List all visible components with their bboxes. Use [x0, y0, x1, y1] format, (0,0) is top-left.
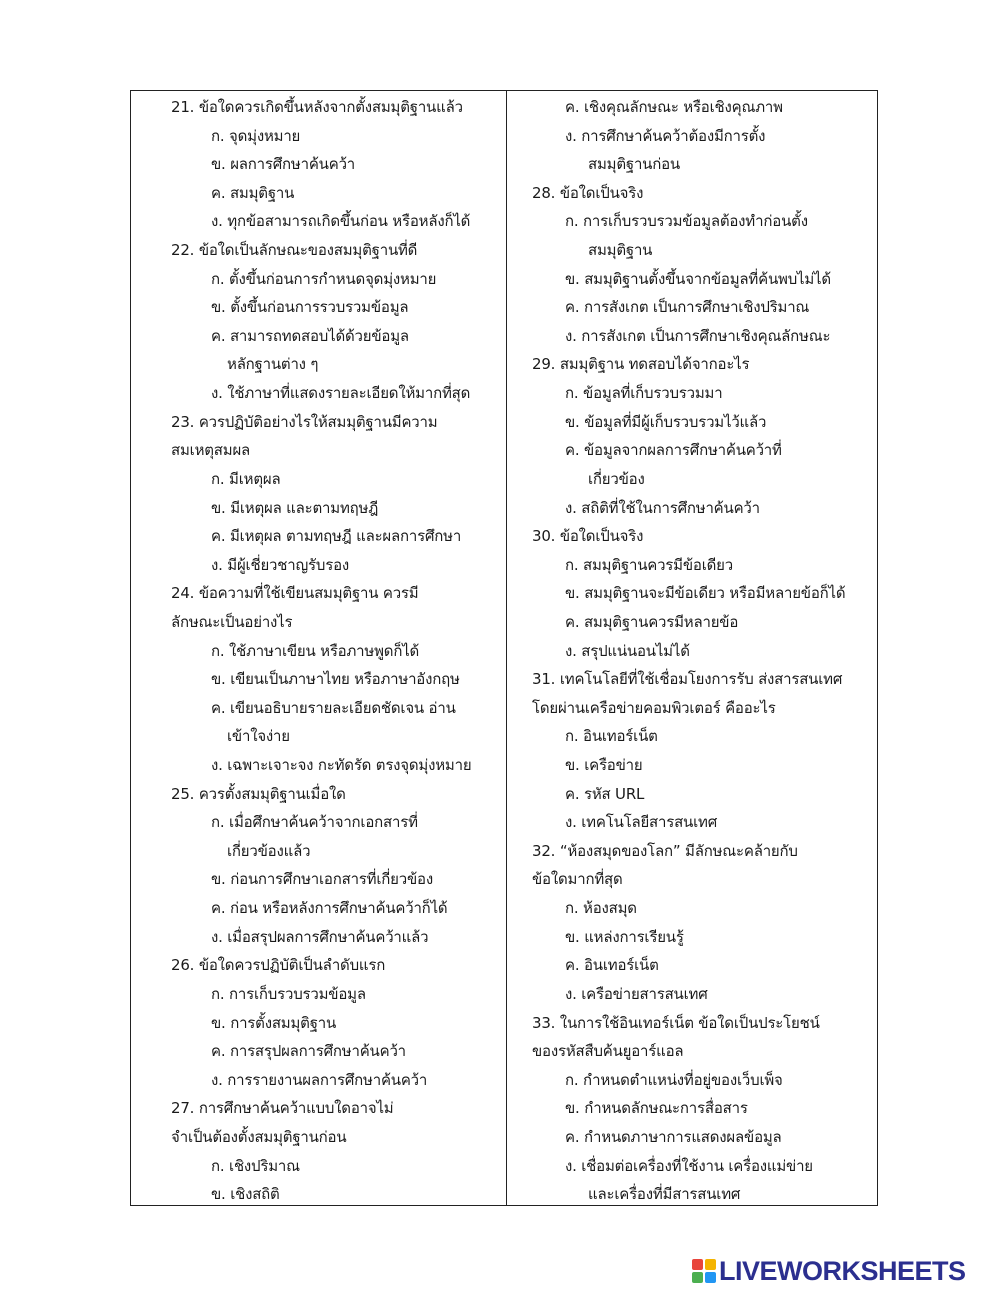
option-line: ก. กำหนดตำแหน่งที่อยู่ของเว็บเพ็จ	[565, 1070, 783, 1089]
option-line: ง. ใช้ภาษาที่แสดงรายละเอียดให้มากที่สุด	[211, 384, 471, 403]
option-line: สมมุติฐานก่อน	[588, 155, 680, 174]
option-line: ก. มีเหตุผล	[211, 469, 281, 488]
question-line: สมเหตุสมผล	[171, 441, 251, 460]
option-line: ข. ก่อนการศึกษาเอกสารที่เกี่ยวข้อง	[211, 870, 433, 889]
option-line: ข. เขียนเป็นภาษาไทย หรือภาษาอังกฤษ	[211, 670, 460, 689]
question-line: 22. ข้อใดเป็นลักษณะของสมมุติฐานที่ดี	[171, 241, 418, 260]
left-column	[171, 93, 501, 1209]
option-line: ง. สถิติที่ใช้ในการศึกษาค้นคว้า	[565, 498, 760, 517]
option-line: ง. เฉพาะเจาะจง กะทัดรัด ตรงจุดมุ่งหมาย	[211, 756, 472, 775]
column-divider	[506, 90, 507, 1206]
right-column	[532, 93, 872, 1209]
logo-text: LIVEWORKSHEETS	[719, 1255, 966, 1286]
question-line: 30. ข้อใดเป็นจริง	[532, 527, 644, 546]
option-line: ข. ตั้งขึ้นก่อนการรวบรวมข้อมูล	[211, 298, 409, 317]
option-line: ค. เชิงคุณลักษณะ หรือเชิงคุณภาพ	[565, 98, 783, 116]
option-line: เกี่ยวข้องแล้ว	[227, 841, 311, 860]
option-line: ก. การเก็บรวบรวมข้อมูลต้องทำก่อนตั้ง	[565, 212, 808, 231]
option-line: ค. สมมุติฐาน	[211, 183, 295, 202]
option-line: ก. อินเทอร์เน็ต	[565, 727, 658, 746]
question-line: ข้อใดมากที่สุด	[532, 870, 623, 889]
question-line: 32. “ห้องสมุดของโลก” มีลักษณะคล้ายกับ	[532, 841, 798, 860]
option-line: ก. ข้อมูลที่เก็บรวบรวมมา	[565, 384, 723, 403]
option-line: ง. สรุปแน่นอนไม่ได้	[565, 641, 690, 660]
option-line: ค. รหัส URL	[565, 784, 645, 803]
question-line: จำเป็นต้องตั้งสมมุติฐานก่อน	[171, 1127, 347, 1146]
question-line: โดยผ่านเครือข่ายคอมพิวเตอร์ คืออะไร	[532, 698, 776, 717]
option-line: ข. ผลการศึกษาค้นคว้า	[211, 155, 356, 174]
option-line: ข. กำหนดลักษณะการสื่อสาร	[565, 1099, 748, 1118]
option-line: ง. ทุกข้อสามารถเกิดขึ้นก่อน หรือหลังก็ได้	[211, 212, 471, 231]
option-line: ง. เมื่อสรุปผลการศึกษาค้นคว้าแล้ว	[211, 927, 429, 946]
question-line: 27. การศึกษาค้นคว้าแบบใดอาจไม่	[171, 1099, 394, 1118]
option-line: ค. สามารถทดสอบได้ด้วยข้อมูล	[211, 326, 409, 345]
option-line: ข. ข้อมูลที่มีผู้เก็บรวบรวมไว้แล้ว	[565, 412, 767, 431]
option-line: ข. มีเหตุผล และตามทฤษฎี	[211, 498, 379, 517]
option-line: ข. แหล่งการเรียนรู้	[565, 927, 684, 946]
option-line: ค. ข้อมูลจากผลการศึกษาค้นคว้าที่	[565, 441, 782, 460]
option-line: ก. จุดมุ่งหมาย	[211, 126, 301, 145]
option-line: ก. เมื่อศึกษาค้นคว้าจากเอกสารที่	[211, 813, 418, 832]
question-line: 23. ควรปฏิบัติอย่างไรให้สมมุติฐานมีความ	[171, 412, 438, 431]
option-line: ก. สมมุติฐานควรมีข้อเดียว	[565, 555, 733, 574]
question-line: 24. ข้อความที่ใช้เขียนสมมุติฐาน ควรมี	[171, 584, 419, 603]
question-line: 29. สมมุติฐาน ทดสอบได้จากอะไร	[532, 355, 750, 374]
option-line: สมมุติฐาน	[588, 241, 653, 260]
logo-square-yellow	[705, 1259, 716, 1270]
option-line: หลักฐานต่าง ๆ	[227, 355, 319, 374]
option-line: ก. เชิงปริมาณ	[211, 1156, 300, 1175]
option-line: ค. อินเทอร์เน็ต	[565, 956, 659, 975]
liveworksheets-logo	[692, 1256, 966, 1286]
logo-square-blue	[705, 1272, 716, 1283]
option-line: ก. ห้องสมุด	[565, 899, 637, 918]
option-line: และเครื่องที่มีสารสนเทศ	[588, 1185, 741, 1204]
option-line: ง. การศึกษาค้นคว้าต้องมีการตั้ง	[565, 126, 766, 145]
option-line: ค. การสรุปผลการศึกษาค้นคว้า	[211, 1042, 406, 1061]
option-line: ก. ตั้งขึ้นก่อนการกำหนดจุดมุ่งหมาย	[211, 269, 437, 288]
option-line: ค. การสังเกต เป็นการศึกษาเชิงปริมาณ	[565, 298, 810, 317]
option-line: ข. เครือข่าย	[565, 756, 643, 775]
logo-square-red	[692, 1259, 703, 1270]
question-line: ของรหัสสืบค้นยูอาร์แอล	[532, 1042, 684, 1061]
question-line: 33. ในการใช้อินเทอร์เน็ต ข้อใดเป็นประโยชน์	[532, 1013, 820, 1032]
option-line: เกี่ยวข้อง	[588, 469, 645, 488]
option-line: ง. เชื่อมต่อเครื่องที่ใช้งาน เครื่องแม่ข่าย	[565, 1156, 813, 1175]
option-line: ก. การเก็บรวบรวมข้อมูล	[211, 984, 366, 1003]
question-line: 26. ข้อใดควรปฏิบัติเป็นลำดับแรก	[171, 956, 386, 975]
logo-square-green	[692, 1272, 703, 1283]
option-line: ง. เครือข่ายสารสนเทศ	[565, 984, 708, 1003]
liveworksheets-logo-icon	[692, 1259, 716, 1283]
option-line: ก. ใช้ภาษาเขียน หรือภาษพูดก็ได้	[211, 641, 420, 660]
option-line: ค. เขียนอธิบายรายละเอียดชัดเจน อ่าน	[211, 698, 456, 717]
option-line: ค. ก่อน หรือหลังการศึกษาค้นคว้าก็ได้	[211, 899, 448, 918]
question-line: 25. ควรตั้งสมมุติฐานเมื่อใด	[171, 784, 346, 803]
option-line: ง. การสังเกต เป็นการศึกษาเชิงคุณลักษณะ	[565, 326, 831, 345]
option-line: ข. การตั้งสมมุติฐาน	[211, 1013, 337, 1032]
option-line: ค. กำหนดภาษาการแสดงผลข้อมูล	[565, 1127, 782, 1146]
option-line: เข้าใจง่าย	[227, 727, 290, 746]
option-line: ข. สมมุติฐานตั้งขึ้นจากข้อมูลที่ค้นพบไม่ได้	[565, 269, 831, 288]
option-line: ข. เชิงสถิติ	[211, 1185, 280, 1204]
question-line: 21. ข้อใดควรเกิดขึ้นหลังจากตั้งสมมุติฐานแล้ว	[171, 98, 463, 116]
option-line: ค. มีเหตุผล ตามทฤษฎี และผลการศึกษา	[211, 527, 462, 546]
question-line: 31. เทคโนโลยีที่ใช้เชื่อมโยงการรับ ส่งสารสนเทศ	[532, 670, 843, 689]
option-line: ค. สมมุติฐานควรมีหลายข้อ	[565, 612, 739, 631]
question-line: ลักษณะเป็นอย่างไร	[171, 612, 293, 631]
option-line: ข. สมมุติฐานจะมีข้อเดียว หรือมีหลายข้อก็ได้	[565, 584, 846, 603]
option-line: ง. เทคโนโลยีสารสนเทศ	[565, 813, 718, 832]
option-line: ง. มีผู้เชี่ยวชาญรับรอง	[211, 555, 350, 574]
question-line: 28. ข้อใดเป็นจริง	[532, 183, 644, 202]
option-line: ง. การรายงานผลการศึกษาค้นคว้า	[211, 1070, 428, 1089]
